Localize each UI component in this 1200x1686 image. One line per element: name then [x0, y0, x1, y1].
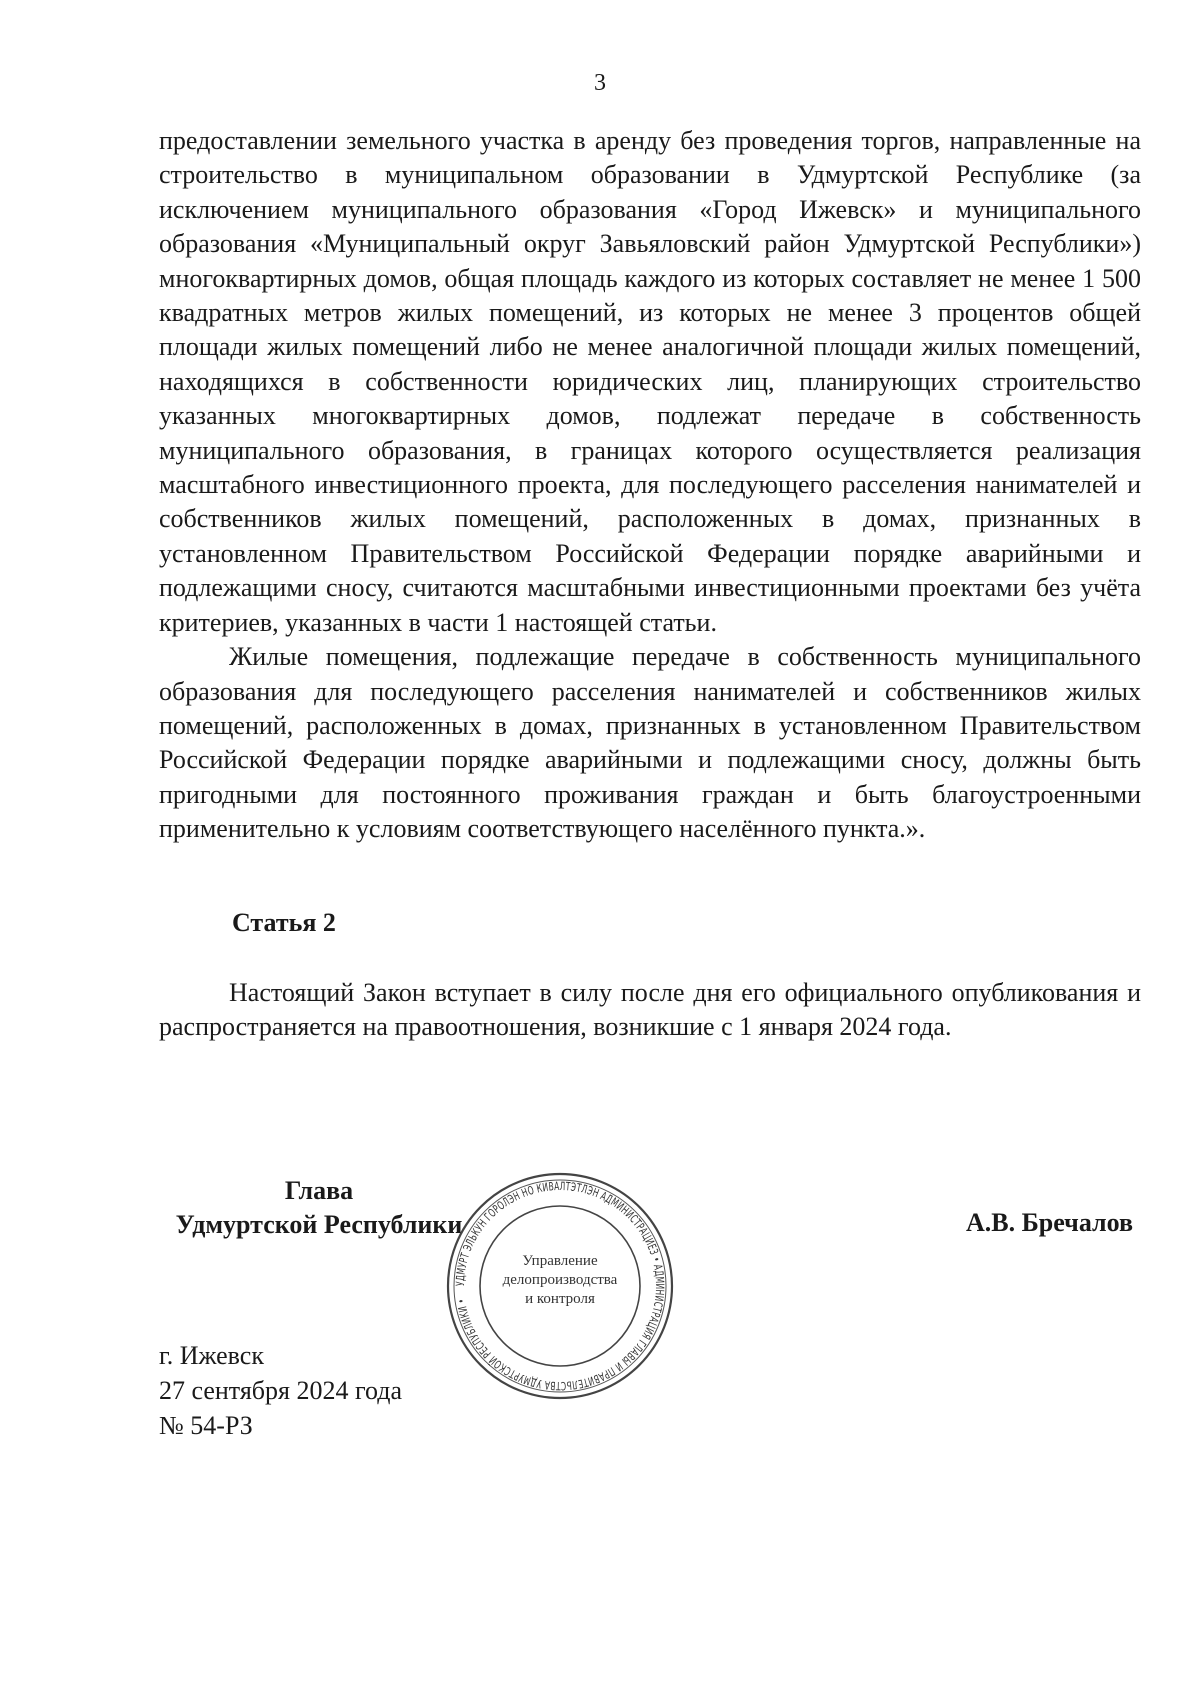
seal-inner-line3: и контроля [525, 1291, 595, 1307]
signatory-title [159, 1174, 479, 1242]
date: 27 сентября 2024 года [159, 1376, 403, 1405]
seal-outer-text: УДМУРТ ЭЛЬКУН ГОРОЛЭН НО КИВАЛТЭТЛЭН АДМИНИСТРАЦИЕЗ • АДМИНИСТРАЦИЯ ГЛАВЫ И ПРАВИТЕЛЬСТВА УДМУРТСКОЙ РЕСПУБЛИКИ • [452, 1178, 668, 1394]
signatory-title-line2: Удмуртской Республики [175, 1210, 463, 1239]
article-2-paragraph: Настоящий Закон вступает в силу после дня его официального опубликования и распространяется на правоотношения, возникшие с 1 января 2024 года. [159, 978, 1141, 1042]
signatory-name: А.В. Бречалов [966, 1208, 1134, 1237]
seal-inner-line2: делопроизводства [502, 1272, 618, 1288]
article-2-text [159, 976, 1141, 1045]
article-2-heading: Статья 2 [232, 908, 336, 937]
seal-inner-line1: Управление [522, 1253, 598, 1269]
paragraph-residential: Жилые помещения, подлежащие передаче в собственность муниципального образования для последующего расселения нанимателей и собственников жилых помещений, расположенных в домах, признанных в установленном Правительством Российской Федерации порядке аварийными и подлежащими сносу, должны быть пригодными для постоянного проживания граждан и быть благоустроенными применительно к условиям соответствующего населённого пункта.». [159, 642, 1141, 844]
seal-inner-text [500, 1252, 620, 1309]
law-number: № 54-РЗ [159, 1411, 253, 1440]
page-number: 3 [594, 70, 606, 96]
paragraph-continuation: предоставлении земельного участка в аренду без проведения торгов, направленные на строительство в муниципальном образовании в Удмуртской Республике (за исключением муниципального образования «Город Ижевск» и муниципального образования «Муниципальный округ Завьяловский район Удмуртской Республики») многоквартирных домов, общая площадь каждого из которых составляет не менее 1 500 квадратных метров жилых помещений, из которых не менее 3 процентов общей площади жилых помещений либо не менее аналогичной площади жилых помещений, находящихся в собственности юридических лиц, планирующих строительство указанных многоквартирных домов, подлежат передаче в собственность муниципального образования, в границах которого осуществляется реализация масштабного инвестиционного проекта, для последующего расселения нанимателей и собственников жилых помещений, расположенных в домах, признанных в установленном Правительством Российской Федерации порядке аварийными и подлежащими сносу, считаются масштабными инвестиционными проектами без учёта критериев, указанных в части 1 настоящей статьи. [159, 126, 1141, 637]
city: г. Ижевск [159, 1341, 264, 1370]
main-text [159, 124, 1141, 847]
signatory-title-line1: Глава [284, 1176, 354, 1205]
place-date-block [159, 1338, 402, 1443]
